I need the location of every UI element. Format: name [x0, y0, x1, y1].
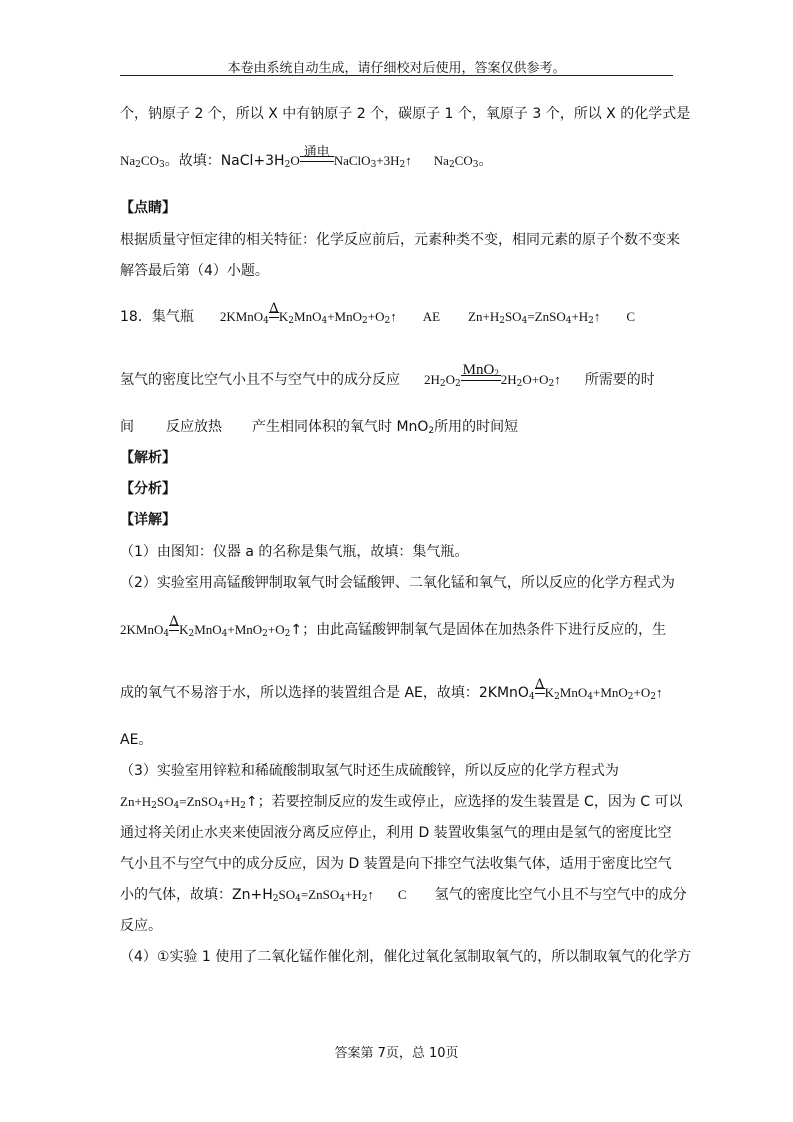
- text: 个，钠原子 2 个，所以 X 中有钠原子 2 个，碳原子 1 个，氧原子 3 个，所以 X 的化学式是: [120, 106, 691, 122]
- subscript: 2: [439, 379, 446, 389]
- subscript: 4: [263, 316, 269, 326]
- text: ↑；由此高锰酸钾制氧气是固体在加热条件下进行反应的，生: [290, 622, 667, 638]
- formula: +H: [571, 309, 589, 324]
- subscript: 2: [284, 629, 291, 639]
- text-line: 根据质量守恒定律的相关特征：化学反应前后，元素种类不变，相同元素的原子个数不变来: [120, 232, 680, 248]
- subscript: 4: [295, 894, 301, 904]
- subscript: 4: [528, 692, 535, 702]
- text: 间: [120, 419, 134, 435]
- subscript: 4: [339, 894, 345, 904]
- formula: 2KMnO: [120, 622, 164, 637]
- subscript: 2: [554, 692, 560, 702]
- subscript: 2: [588, 316, 594, 326]
- formula: ↑: [554, 372, 561, 387]
- subscript: 2: [240, 801, 246, 811]
- condition-label: MnO$_2$: [462, 362, 499, 378]
- formula: CO: [140, 153, 159, 168]
- formula: ↑: [367, 887, 374, 902]
- text-line: 气小且不与空气中的成分反应，因为 D 装置是向下排空气法收集气体，适用于密度比空气: [120, 856, 672, 872]
- reaction-condition: [300, 145, 334, 169]
- text: 氢气的密度比空气小且不与空气中的成分: [434, 887, 687, 903]
- formula: K: [544, 685, 555, 700]
- section-label: 【详解】: [120, 512, 176, 528]
- text: 所需要的时: [584, 372, 655, 388]
- formula: Zn+H: [120, 794, 152, 809]
- text: 氢气的密度比空气小且不与空气中的成分反应: [120, 372, 400, 388]
- subscript: 2: [262, 629, 268, 639]
- formula: K: [179, 622, 189, 637]
- subscript: 2: [455, 379, 461, 389]
- subscript: 2: [548, 379, 555, 389]
- text: 。: [478, 153, 493, 169]
- formula: O+O: [522, 372, 549, 387]
- text: 产生相同体积的氧气时 MnO: [252, 419, 429, 435]
- subscript: 2: [362, 316, 368, 326]
- text: 。故填：NaCl+3H: [164, 153, 285, 169]
- formula: NaClO: [333, 153, 371, 168]
- answer-line: [120, 362, 680, 389]
- subscript: 4: [217, 801, 224, 811]
- formula: 2KMnO: [219, 309, 264, 324]
- subscript: 4: [321, 316, 328, 326]
- reaction-condition: [269, 301, 279, 325]
- text: 反应放热: [166, 419, 222, 435]
- equation-line: [120, 791, 683, 811]
- condition-label: Δ: [169, 614, 179, 629]
- subscript: 4: [163, 629, 170, 639]
- subscript: 3: [158, 160, 165, 170]
- text-line: （2）实验室用高锰酸钾制取氧气时会锰酸钾、二氧化锰和氧气，所以反应的化学方程式为: [120, 575, 675, 591]
- formula: MnO: [194, 622, 222, 637]
- formula: O: [445, 372, 456, 387]
- formula: SO: [504, 309, 522, 324]
- text-line: （1）由图知：仪器 a 的名称是集气瓶，故填：集气瓶。: [120, 544, 469, 560]
- subscript: 2: [272, 894, 279, 904]
- formula: Na: [433, 153, 449, 168]
- formula: CO: [454, 153, 473, 168]
- equation-line: [120, 614, 680, 639]
- text-line: 反应。: [120, 918, 162, 934]
- condition-label: Δ: [534, 677, 545, 692]
- formula: +O: [633, 685, 651, 700]
- text: 所用的时间短: [434, 419, 519, 435]
- formula: +H: [223, 794, 241, 809]
- formula: 2H: [500, 372, 517, 387]
- formula: +MnO: [227, 622, 263, 637]
- header-divider: [120, 75, 673, 76]
- answer-ae: AE: [422, 309, 441, 324]
- text-line: （3）实验室用锌粒和稀硫酸制取氢气时还生成硫酸锌，所以反应的化学方程式为: [120, 763, 619, 779]
- formula: 2H: [424, 372, 440, 387]
- subscript: 2: [428, 426, 435, 436]
- subscript: 4: [565, 316, 572, 326]
- subscript: 2: [399, 160, 406, 170]
- subscript: 2: [284, 160, 291, 170]
- condition-label: Δ: [269, 301, 279, 316]
- text-line: 解答最后第（4）小题。: [120, 263, 269, 279]
- section-label: 【点睛】: [120, 200, 176, 216]
- formula: Na: [120, 153, 136, 168]
- answer-line: [120, 416, 680, 436]
- formula: O: [290, 153, 300, 168]
- answer-c: C: [626, 309, 636, 324]
- equation-line: [120, 145, 680, 170]
- text-line: （4）①实验 1 使用了二氧化锰作催化剂，催化过氧化氢制取氧气的，所以制取氧气的化学方: [120, 949, 692, 965]
- section-label: 【解析】: [120, 450, 176, 466]
- question-number: 18．集气瓶: [120, 309, 194, 325]
- reaction-condition: [534, 677, 545, 701]
- formula: ↑: [655, 685, 663, 700]
- subscript: 4: [173, 801, 180, 811]
- subscript: 2: [499, 316, 505, 326]
- formula: =ZnSO: [527, 309, 566, 324]
- formula: +MnO: [327, 309, 362, 324]
- formula: ↑: [390, 309, 397, 324]
- formula: K: [278, 309, 289, 324]
- text-line: AE。: [120, 732, 153, 748]
- page-header: 本卷由系统自动生成，请仔细校对后使用，答案仅供参考。: [227, 61, 566, 76]
- page-footer: 答案第 7页，总 10页: [334, 1046, 459, 1061]
- subscript: 2: [650, 692, 656, 702]
- formula: +O: [367, 309, 385, 324]
- formula: =ZnSO: [179, 794, 218, 809]
- reaction-condition: [169, 614, 179, 638]
- subscript: 2: [448, 160, 455, 170]
- subscript: 2: [384, 316, 391, 326]
- answer-line: [120, 884, 687, 904]
- formula: +MnO: [592, 685, 628, 700]
- text: ↑；若要控制反应的发生或停止，应选择的发生装置是 C，因为 C 可以: [245, 794, 683, 810]
- subscript: 2: [135, 160, 141, 170]
- formula: +3H: [376, 153, 400, 168]
- formula: +O: [267, 622, 285, 637]
- subscript: 2: [288, 316, 295, 326]
- subscript: 2: [361, 894, 368, 904]
- subscript: 2: [188, 629, 195, 639]
- subscript: 2: [516, 379, 523, 389]
- answer-c: C: [397, 887, 407, 902]
- subscript: 3: [370, 160, 377, 170]
- formula: MnO: [559, 685, 588, 700]
- subscript: 3: [472, 160, 479, 170]
- subscript: 4: [587, 692, 593, 702]
- equation-line: [120, 677, 680, 702]
- text-line: 通过将关闭止水夹来使固液分离反应停止，利用 D 装置收集氢气的理由是氢气的密度比空: [120, 825, 672, 841]
- formula: ↑: [593, 309, 601, 324]
- subscript: 2: [627, 692, 634, 702]
- formula: MnO: [294, 309, 322, 324]
- reaction-condition: [461, 362, 501, 388]
- formula: +H: [344, 887, 362, 902]
- subscript: 4: [521, 316, 528, 326]
- formula: SO: [278, 887, 296, 902]
- formula: Zn+H: [468, 309, 500, 324]
- text-line: [120, 103, 691, 123]
- formula: SO: [156, 794, 174, 809]
- subscript: 2: [151, 801, 157, 811]
- text: 成的氧气不易溶于水，所以选择的装置组合是 AE，故填：2KMnO: [120, 685, 529, 701]
- subscript: 4: [221, 629, 228, 639]
- formula: =ZnSO: [300, 887, 340, 902]
- answer-line: [120, 301, 680, 326]
- condition-label: 通电: [303, 145, 330, 160]
- text: 小的气体，故填：Zn+H: [120, 887, 273, 903]
- formula: ↑: [405, 153, 412, 168]
- section-label: 【分析】: [120, 481, 176, 497]
